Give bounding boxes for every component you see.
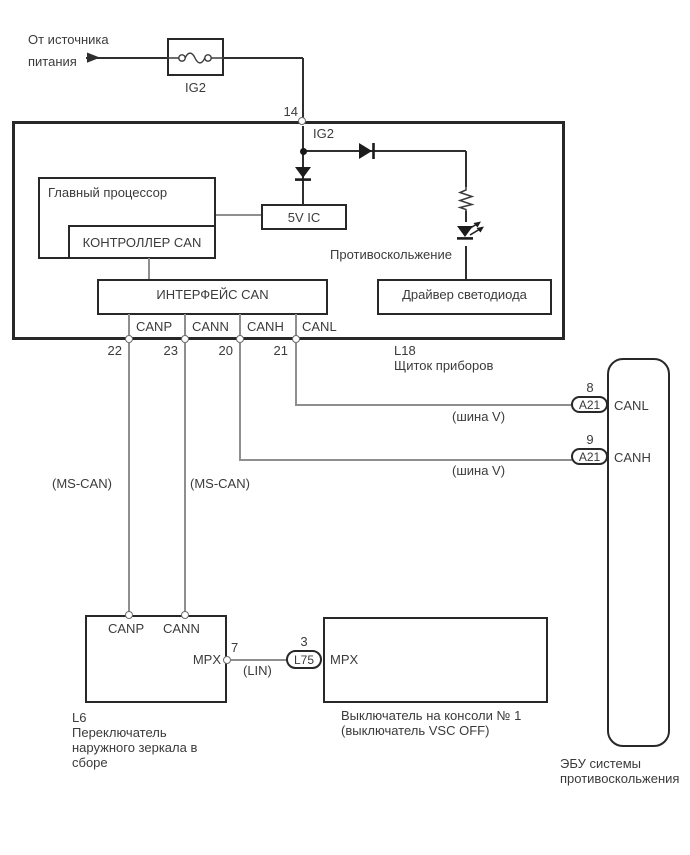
wire-lin	[231, 659, 287, 661]
can-controller-label: КОНТРОЛЛЕР CAN	[82, 234, 202, 250]
mirror-switch-name-line3: сборе	[72, 755, 108, 770]
console-switch-name-line2: (выключатель VSC OFF)	[341, 723, 490, 738]
led-driver-label: Драйвер светодиода	[402, 286, 527, 302]
signal-canh: CANH	[614, 450, 651, 465]
diode-right-icon	[357, 141, 379, 161]
connector-l75	[286, 650, 322, 669]
wire-branch-right	[303, 150, 466, 152]
pin-20	[236, 335, 244, 343]
junction-dot	[300, 148, 307, 155]
l6-mpx-label: MPX	[192, 652, 221, 667]
pin-23	[181, 335, 189, 343]
mirror-switch-name-line1: Переключатель	[72, 725, 167, 740]
pin-label-canh: CANH	[247, 319, 284, 334]
ms-can-label-1: (MS-CAN)	[52, 476, 112, 491]
wire-ms-can-2	[184, 343, 186, 615]
wire-ms-can-1	[128, 343, 130, 615]
wire-canl-v	[295, 343, 297, 405]
pin-21	[292, 335, 300, 343]
pin-23-number: 23	[163, 343, 178, 358]
connector-pin-8: 8	[586, 380, 594, 395]
ecu-name-line2: противоскольжения	[560, 771, 680, 786]
main-processor-label: Главный процессор	[48, 185, 168, 200]
power-source-label-line2: питания	[28, 54, 77, 69]
pin-22-number: 22	[107, 343, 122, 358]
panel-name: Щиток приборов	[394, 358, 494, 373]
pin-14-circle	[298, 117, 306, 125]
wire-canh-h	[239, 459, 572, 461]
ecu-name-line1: ЭБУ системы	[560, 756, 642, 771]
skid-ecu-box	[607, 358, 670, 747]
pin-14-number: 14	[283, 104, 298, 119]
connector-l75-pin: 3	[300, 634, 308, 649]
led-icon	[452, 221, 490, 248]
pin-14-signal: IG2	[313, 126, 334, 141]
fuse-icon	[167, 48, 224, 68]
connector-a21-canh-code: A21	[578, 449, 601, 464]
console-mpx-label: MPX	[330, 652, 359, 667]
can-controller-box	[68, 225, 216, 259]
wire-canl-h	[295, 404, 572, 406]
wire-led-to-driver	[465, 246, 467, 281]
diode-down-icon	[293, 164, 313, 184]
can-interface-label: ИНТЕРФЕЙС CAN	[156, 286, 269, 302]
connector-a21-canl-code: A21	[578, 397, 601, 412]
pin-label-cann: CANN	[192, 319, 229, 334]
resistor-icon	[457, 186, 475, 212]
wire-controller-to-interface	[148, 258, 150, 280]
wire-down-to-pin14	[302, 58, 304, 122]
wire-canh-v	[239, 343, 241, 460]
l6-cann-label: CANN	[163, 621, 200, 636]
five-v-ic-label: 5V IC	[287, 209, 321, 225]
connector-l75-code: L75	[293, 652, 315, 667]
led-driver-box	[377, 279, 552, 315]
pin-label-canp: CANP	[136, 319, 173, 334]
bus-v-label-1: (шина V)	[452, 409, 506, 424]
lin-label: (LIN)	[243, 663, 272, 678]
wire-to-resistor	[465, 151, 467, 187]
connector-pin-9: 9	[586, 432, 594, 447]
mirror-switch-name-line2: наружного зеркала в	[72, 740, 198, 755]
five-v-ic-box	[261, 204, 347, 230]
can-interface-box	[97, 279, 328, 315]
console-switch-name-line1: Выключатель на консоли № 1	[341, 708, 522, 723]
pin-cann-l6	[181, 611, 189, 619]
pin-canp-l6	[125, 611, 133, 619]
power-source-label-line1: От источника	[28, 32, 109, 47]
l6-mpx-pin-number: 7	[231, 640, 239, 655]
ms-can-label-2: (MS-CAN)	[190, 476, 250, 491]
pin-22	[125, 335, 133, 343]
connector-a21-canh	[571, 448, 608, 465]
fuse-label: IG2	[185, 80, 206, 95]
connector-a21-canl	[571, 396, 608, 413]
power-arrow-icon	[87, 52, 102, 64]
wire-fuse-to-corner	[224, 57, 303, 59]
panel-code: L18	[394, 343, 416, 358]
l6-canp-label: CANP	[108, 621, 145, 636]
signal-canl: CANL	[614, 398, 649, 413]
antiskid-label: Противоскольжение	[330, 247, 452, 262]
wire-cpu-to-5vic	[216, 214, 261, 216]
mirror-switch-code: L6	[72, 710, 87, 725]
pin-label-canl: CANL	[302, 319, 337, 334]
pin-mpx-l6	[223, 656, 231, 664]
pin-20-number: 20	[218, 343, 233, 358]
pin-21-number: 21	[273, 343, 288, 358]
bus-v-label-2: (шина V)	[452, 463, 506, 478]
